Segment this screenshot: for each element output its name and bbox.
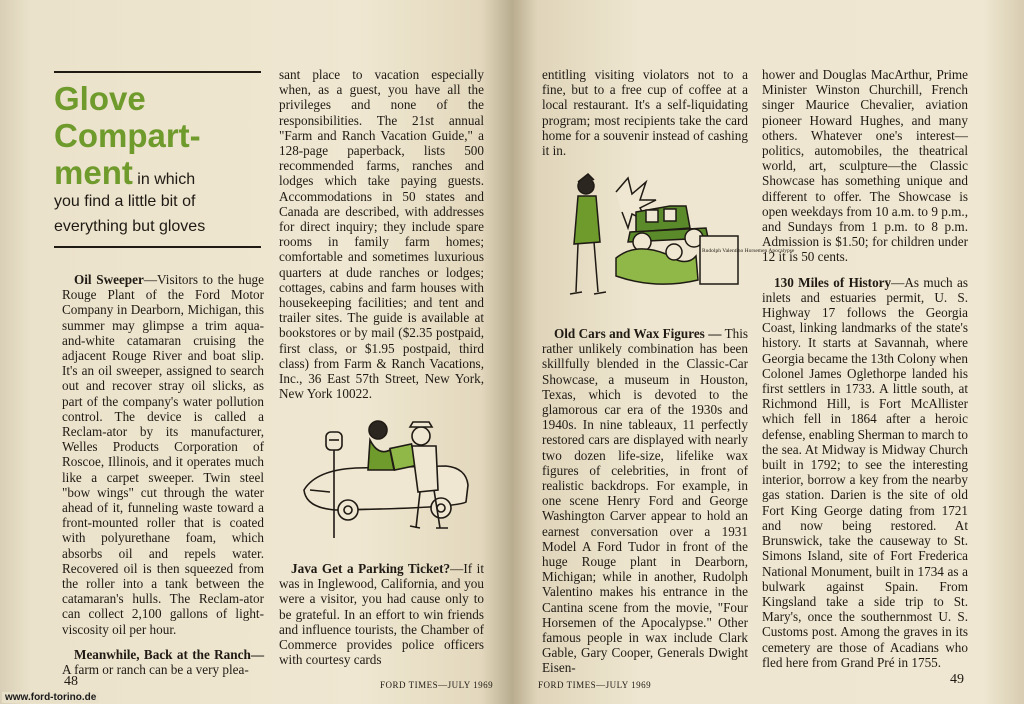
- old-cars-text: This rather unlikely combination has been skillfully blended in the Classic-Car Showcase, a museum in Houston, Texas, which is devoted to the glamorous car era of the 1930s and 1940s. In nine tableaux, 11 perfectly restored cars are displayed with nearly two dozen life-size, lifelike wax figures of celebrities, in front of realistic backdrops. For example, in one scene Henry Ford and George Washington Carver appear to hold an earnest conversation over a 1931 Model A Ford Tudor in front of the huge Rouge plant in Dearborn, Michigan; while in another, Rudolph Valentino makes his entrance in the Cantina scene from the movie, "Four Horsemen of the Apocalypse." Other famous people in wax include Clark Gable, Gary Cooper, Generals Dwight Eisen-: [542, 326, 749, 676]
- oil-sweeper-text: —Visitors to the huge Rouge Plant of the Ford Motor Company in Dearborn, Michigan, this summer may glimpse a trim aqua-and-white catamaran cruising the adjacent Rouge River and boat slip. It's an oil sweeper, assigned to search out and recover stray oil slicks, as part of the company's water pollution control. The device is called a Reclam-ator by its manufacturer, Welles Products Corporation of Roscoe, Illinois, and it operates much like a carpet sweeper. Twin steel "bow wings" cut through the water ahead of it, funneling waste toward a front-mounted roller that is coated with polyurethane foam, which absorbs oil and repels water. Recovered oil is then squeezed from the roller into a tank between the catamaran's hulls. The Reclam-ator can collect 2,100 gallons of light-viscosity oil per hour.: [62, 272, 264, 637]
- heading-line-3: ment: [54, 154, 133, 191]
- section-heading: [54, 80, 274, 198]
- parking-paragraph: [279, 561, 484, 667]
- history-text: —As much as inlets and estuaries permit, U. S. Highway 17 follows the Georgia Coast, linking landmarks of the state's history. It starts at Savannah, where Georgia became the 13th Colony when Colonel James Oglethorpe landed his first settlers in 1733. A little south, at Richmond Hill, is Fort McAllister which fell in 1864 after a heroic defense, enabling Sherman to march to the sea. At Midway is Midway Church built in 1792; to see the interesting interior, borrow a key from the nearby gas station. Darien is the site of old Fort King George dating from 1721 and now being restored. At Brunswick, take the causeway to St. Simons Island, site of Fort Frederica National Monument, built in 1734 as a bulwark against Spain. From Kingsland take a side trip to St. Mary's, once the southernmost U. S. Customs post. Among the graves in its cemetery are those of Acadians who fled here from Grand Pré in 1755.: [762, 274, 968, 670]
- left-column-2: [279, 67, 484, 411]
- parking-text: —If it was in Inglewood, California, and you were a visitor, you had cause only to be grateful. In an effort to win friends and influence tourists, the Chamber of Commerce provides police officers with courtesy cards: [279, 561, 484, 668]
- heading-line-2: Compart-: [54, 117, 201, 154]
- heading-line-1: Glove: [54, 80, 146, 117]
- left-running-foot: FORD TIMES—JULY 1969: [380, 680, 494, 690]
- tagline-line-1: you find a little bit of: [54, 193, 196, 210]
- right-column-1b: [542, 326, 748, 686]
- right-running-foot: FORD TIMES—JULY 1969: [538, 680, 652, 690]
- heading-tagline: [54, 189, 284, 239]
- right-column-1: [542, 67, 748, 168]
- parking-lead: Java Get a Parking Ticket?: [291, 561, 451, 576]
- history-paragraph: [762, 275, 968, 670]
- ranch-text: A farm or ranch can be a very plea-: [62, 662, 249, 678]
- right-page: [512, 0, 1024, 704]
- parking-continued: entitling visiting violators not to a fine, but to a free cup of coffee at a local restaurant. It's a self-liquidating program; most recipients take the card home for a souvenir instead of cashing it in.: [542, 67, 748, 159]
- tagline-line-2: everything but gloves: [54, 218, 206, 235]
- oil-sweeper-lead: Oil Sweeper: [74, 272, 144, 287]
- heading-line-3-suffix: in which: [132, 171, 196, 188]
- ranch-lead: Meanwhile, Back at the Ranch: [74, 646, 251, 662]
- left-folio: 48: [64, 674, 78, 689]
- parking-ticket-illustration: [296, 410, 486, 540]
- left-column-2b: [279, 561, 484, 677]
- old-cars-dash: —: [704, 326, 722, 341]
- left-column-1: [62, 272, 264, 684]
- classic-car-illustration: [566, 172, 795, 314]
- history-lead: 130 Miles of History: [774, 274, 892, 290]
- old-cars-lead: Old Cars and Wax Figures: [554, 326, 705, 341]
- right-column-2: [762, 67, 968, 680]
- old-cars-continued: hower and Douglas MacArthur, Prime Minister Winston Churchill, French singer Maurice Chevalier, aviation pioneer Howard Hughes, and many others. Whatever one's interest—politics, automobiles, the theatrical world, art, sculpture—the Classic Showcase has something unique and different to offer. The Showcase is open weekdays from 10 a.m. to 9 p.m., and Sundays from 1 p.m. to 8 p.m. Admission is $1.50; for children under 12 it is 50 cents.: [762, 67, 968, 265]
- old-cars-paragraph: [542, 326, 748, 676]
- oil-sweeper-paragraph: [62, 272, 264, 637]
- ranch-continued: sant place to vacation especially when, as a guest, you have all the privileges and none of the responsibilities. The 21st annual "Farm and Ranch Vacation Guide," a 128-page paperback, lists 500 recommended farms, ranches and lodges which take paying guests. Accommodations in 50 states and Canada are described, with addresses for direct inquiry; they include spare rooms in family farm homes; comfortable and sometimes luxurious quarters at dude ranches or lodges; cottages, cabins and farm houses with housekeeping facilities; and tent and trailer sites. The guide is available at bookstores or by mail ($2.35 postpaid, first class, or $1.95 postpaid, third class) from Farm & Ranch Vacations, Inc., 36 East 57th Street, New York, New York 10022.: [279, 67, 484, 402]
- right-folio: 49: [950, 672, 964, 687]
- heading-top-rule: [54, 71, 261, 73]
- ranch-dash: —: [250, 646, 264, 662]
- ranch-paragraph: [62, 647, 264, 677]
- watermark: www.ford-torino.de: [2, 692, 99, 703]
- heading-bottom-rule: [54, 246, 261, 248]
- sign-text: Rudolph Valentino Horsemen Apocalypse: [702, 248, 795, 254]
